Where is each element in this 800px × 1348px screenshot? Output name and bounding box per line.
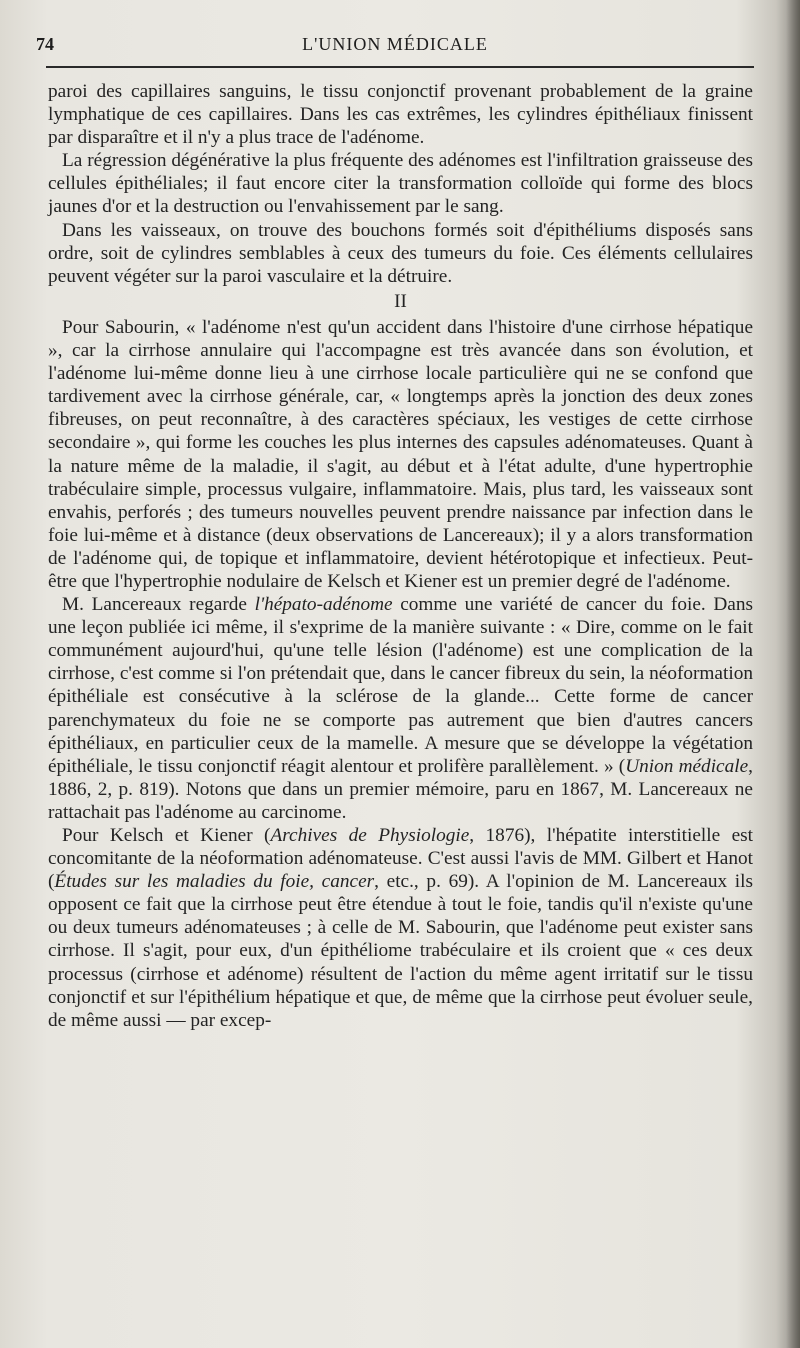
article-body — [48, 80, 753, 1032]
text-run: M. Lancereaux regarde — [62, 594, 255, 616]
text-run: , 1886, 2, p. 819). Notons que dans un premier mémoire, paru en 1867, M. Lancereaux ne rattachait pas l'adénome au carcinome. — [48, 755, 753, 823]
page-header — [36, 34, 754, 60]
paragraph-kelsch — [48, 824, 753, 1032]
paragraph: La régression dégénérative la plus fréquente des adénomes est l'infiltration graisseuse des cellules épithéliales; il faut encore citer la transformation colloïde qui forme des blocs jaunes d'or et la destruction ou l'envahissement par le sang. — [48, 150, 753, 218]
section-heading: II — [394, 290, 407, 312]
text-run: comme une variété de cancer du foie. Dans une leçon publiée ici même, il s'exprime de la manière suivante : « Dire, comme on le fait communément aujourd'hui, qu'une telle lésion (l'adénome) est une complication de la cirrhose, c'est comme si l'on prétendait que, dans le cancer fibreux du sein, la néoformation épithéliale est consécutive à la sclérose de la glande... Cette forme de cancer parenchymateux du foie ne se comporte pas autrement que bien d'autres cancers épithéliaux, en particulier ceux de la mamelle. A mesure que se développe la végétation épithéliale, le tissu conjonctif réagit alentour et prolifère parallèlement. » ( — [48, 594, 753, 777]
running-title: L'UNION MÉDICALE — [302, 34, 488, 54]
text-run: , 1876), l'hépatite interstitielle est concomitante de la néoformation adénomateuse. C'est aussi l'avis de MM. Gilbert et Hanot ( — [48, 825, 753, 893]
journal-title: Archives de Physiologie — [270, 825, 470, 846]
page-edge-shadow — [786, 0, 800, 1348]
paragraph-lancereaux — [48, 593, 753, 824]
journal-title: Union médicale — [625, 755, 749, 777]
text-run: , etc., p. 69). A l'opinion de M. Lancereaux ils opposent ce fait que la cirrhose peut être étendue à tout le foie, tandis qu'il n'existe qu'une ou deux tumeurs adénomateuses ; à celle de M. Sabourin, que l'adénome peut exister sans cirrhose. Il s'agit, pour eux, d'un épithéliome trabéculaire et ils croient que « ces deux processus (cirrhose et adénome) résultent de l'action du même agent irritatif sur le tissu conjonctif et sur l'épithélium hépatique et que, de même que la cirrhose peut évoluer seule, de même aussi — par excep- — [48, 871, 753, 1031]
page-number: 74 — [36, 34, 54, 54]
paragraph: Pour Sabourin, « l'adénome n'est qu'un accident dans l'histoire d'une cirrhose hépatique », car la cirrhose annulaire qui l'accompagne est très avancée dans son évolution, et l'adénome lui-même donne lieu à une cirrhose locale particulière qui ne se confond que tardivement avec la cirrhose générale, car, « longtemps après la jonction des deux zones fibreuses, on peut reconnaître, à des caractères spéciaux, les vestiges de cette cirrhose secondaire », qui forme les couches les plus internes des capsules adénomateuses. Quant à la nature même de la maladie, il s'agit, au début et à l'état adulte, d'une hypertrophie trabéculaire simple, processus vulgaire, inflammatoire. Mais, plus tard, les vaisseaux sont envahis, perforés ; des tumeurs nouvelles peuvent prendre naissance par infection dans le foie lui-même et à distance (deux observations de Lancereaux); il y a alors transformation de l'adénome qui, de topique et inflammatoire, devient hétérotopique et infectieux. Peut-être que l'hypertrophie nodulaire de Kelsch et Kiener est un premier degré de l'adénome. — [48, 316, 753, 592]
book-title: Études sur les maladies du foie, cancer — [54, 871, 375, 893]
paragraph: paroi des capillaires sanguins, le tissu conjonctif provenant probablement de la graine lymphatique de ces capillaires. Dans les cas extrêmes, les cylindres épithéliaux finissent par disparaître et il n'y a plus trace de l'adénome. — [48, 81, 753, 149]
text-run: Pour Kelsch et Kiener ( — [62, 825, 271, 846]
header-rule — [46, 66, 754, 68]
paragraph: Dans les vaisseaux, on trouve des bouchons formés soit d'épithéliums disposés sans ordre, soit de cylindres semblables à ceux des tumeurs du foie. Ces éléments cellulaires peuvent végéter sur la paroi vasculaire et la détruire. — [48, 219, 753, 287]
italic-term: l'hépato-adénome — [254, 594, 393, 616]
